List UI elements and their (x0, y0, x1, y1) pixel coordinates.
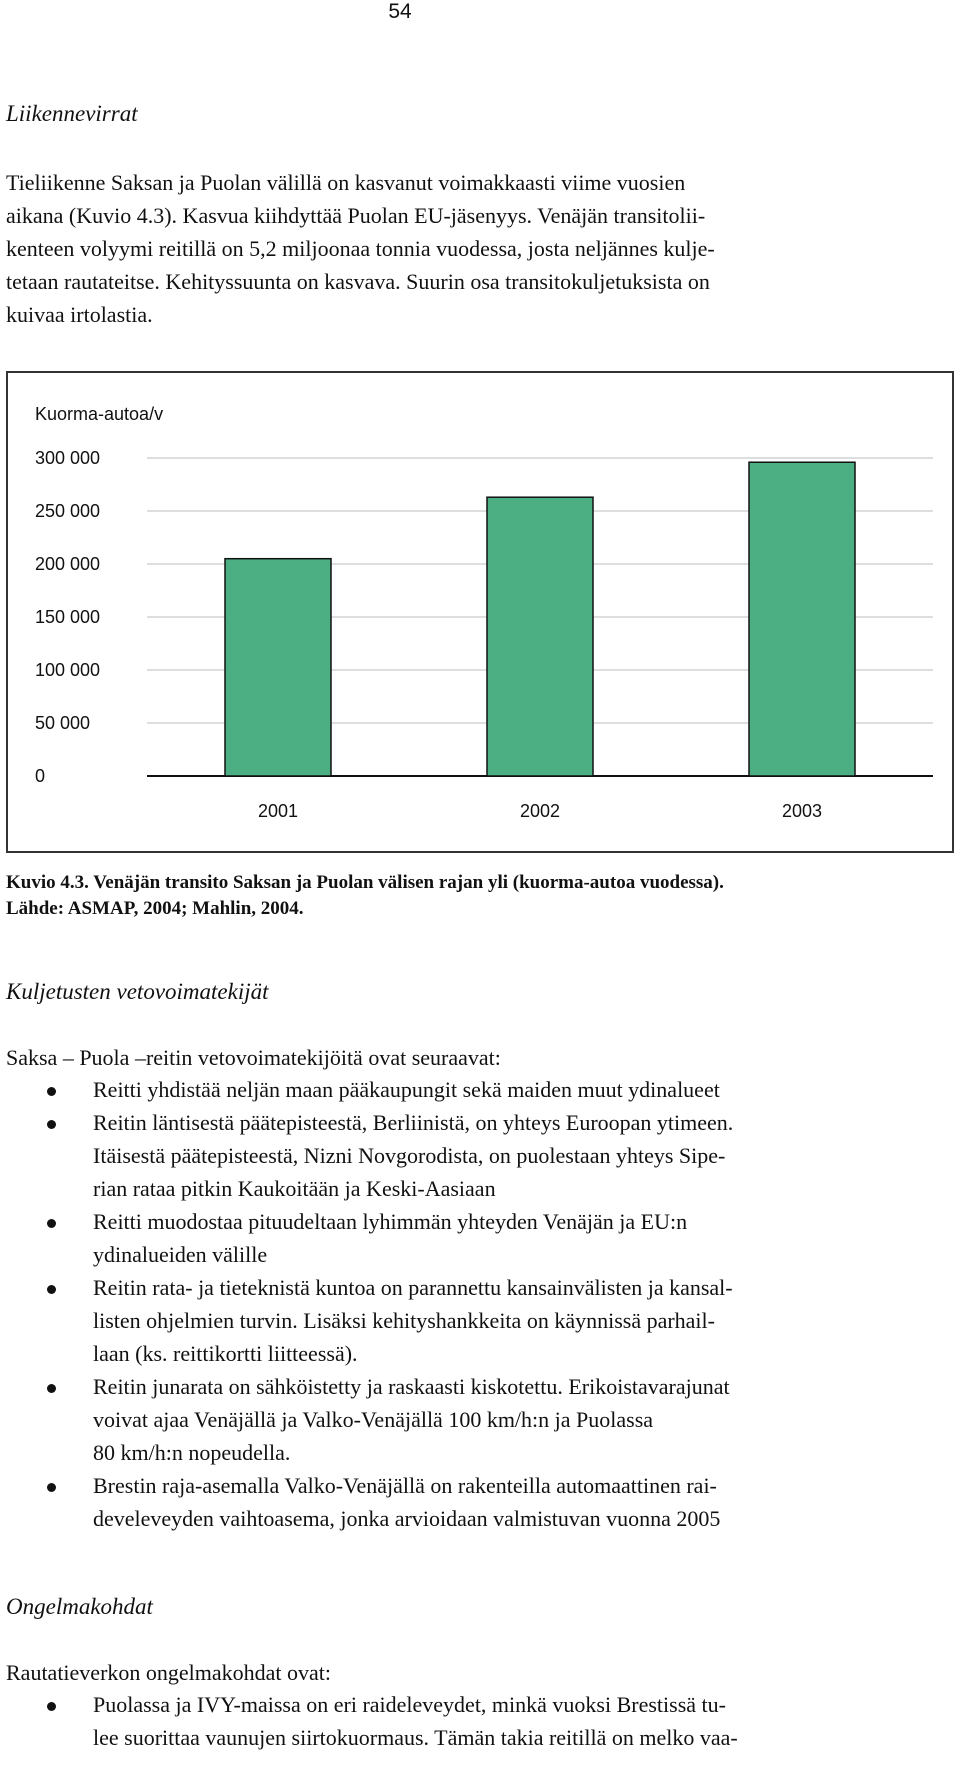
paragraph-line: tetaan rautateitse. Kehityssuunta on kasvava. Suurin osa transitokuljetuksista on (6, 269, 710, 294)
paragraph-line: aikana (Kuvio 4.3). Kasvua kiihdyttää Puolan EU-jäsenyys. Venäjän transitolii- (6, 203, 706, 228)
y-axis-label: Kuorma-autoa/v (35, 404, 164, 424)
figure-caption (6, 870, 724, 922)
list-item-line: laan (ks. reittikortti liitteessä). (93, 1341, 358, 1366)
paragraph-liikennevirrat (6, 166, 946, 331)
list-item-line: Reitin junarata on sähköistetty ja raskaasti kiskotettu. Erikoistavarajunat (93, 1374, 730, 1399)
intro-ongelmakohdat (6, 1656, 946, 1689)
bar (749, 462, 855, 776)
list-item-line: ydinalueiden välille (93, 1242, 268, 1267)
list-item-line: 80 km/h:n nopeudella. (93, 1440, 291, 1465)
list-item-line: rian rataa pitkin Kaukoitään ja Keski-Aasiaan (93, 1176, 496, 1201)
y-tick-label: 200 000 (35, 554, 101, 574)
bullet-icon (47, 1087, 56, 1096)
caption-line-2: Lähde: ASMAP, 2004; Mahlin, 2004. (6, 898, 304, 919)
x-tick-label: 2002 (519, 801, 561, 821)
list-item-line: develeveyden vaihtoasema, jonka arvioidaan valmistuvan vuonna 2005 (93, 1506, 721, 1531)
list-item-line: voivat ajaa Venäjällä ja Valko-Venäjällä 100 km/h:n ja Puolassa (93, 1407, 654, 1432)
list-item-line: lee suorittaa vaunujen siirtokuormaus. Tämän takia reitillä on melko vaa- (93, 1725, 738, 1750)
section-heading-vetovoimatekijat: Kuljetusten vetovoimatekijät (6, 979, 269, 1004)
x-tick-label: 2003 (781, 801, 823, 821)
y-tick-label: 50 000 (35, 713, 91, 733)
chart-svg (8, 373, 952, 851)
page-number: 54 (388, 0, 412, 23)
list-item-line: Reitti muodostaa pituudeltaan lyhimmän yhteyden Venäjän ja EU:n (93, 1209, 688, 1234)
list-item (0, 1688, 738, 1754)
caption-line-1: Kuvio 4.3. Venäjän transito Saksan ja Puolan välisen rajan yli (kuorma-autoa vuodessa). (6, 872, 724, 893)
list-item (0, 1271, 733, 1370)
list-item-line: Puolassa ja IVY-maissa on eri raideleveydet, minkä vuoksi Brestissä tu- (93, 1692, 726, 1717)
list-item (0, 1073, 733, 1106)
x-tick-label: 2001 (257, 801, 299, 821)
y-tick-label: 0 (35, 766, 46, 786)
bullet-list-vetovoimatekijat (0, 1073, 733, 1535)
bar (225, 559, 331, 776)
bullet-icon (47, 1384, 56, 1393)
list-item-line: Reitti yhdistää neljän maan pääkaupungit sekä maiden muut ydinalueet (93, 1077, 720, 1102)
intro-vetovoimatekijat (6, 1041, 946, 1074)
section-heading-liikennevirrat: Liikennevirrat (6, 101, 138, 126)
bullet-icon (47, 1702, 56, 1711)
bullet-icon (47, 1120, 56, 1129)
bullet-icon (47, 1219, 56, 1228)
intro-text: Rautatieverkon ongelmakohdat ovat: (6, 1660, 332, 1685)
list-item (0, 1106, 733, 1205)
bullet-list-ongelmakohdat (0, 1688, 738, 1754)
y-tick-label: 150 000 (35, 607, 101, 627)
list-item-line: listen ohjelmien turvin. Lisäksi kehityshankkeita on käynnissä parhail- (93, 1308, 715, 1333)
list-item (0, 1469, 733, 1535)
list-item (0, 1205, 733, 1271)
bullet-icon (47, 1483, 56, 1492)
bar-chart (6, 371, 954, 853)
y-tick-label: 250 000 (35, 501, 101, 521)
bar (487, 497, 593, 776)
y-tick-label: 300 000 (35, 448, 101, 468)
bullet-icon (47, 1285, 56, 1294)
list-item-line: Reitin läntisestä päätepisteestä, Berliinistä, on yhteys Euroopan ytimeen. (93, 1110, 734, 1135)
list-item-line: Reitin rata- ja tieteknistä kuntoa on parannettu kansainvälisten ja kansal- (93, 1275, 733, 1300)
list-item-line: Itäisestä päätepisteestä, Nizni Novgorodista, on puolestaan yhteys Sipe- (93, 1143, 726, 1168)
y-tick-label: 100 000 (35, 660, 101, 680)
paragraph-line: kuivaa irtolastia. (6, 302, 153, 327)
list-item-line: Brestin raja-asemalla Valko-Venäjällä on rakenteilla automaattinen rai- (93, 1473, 717, 1498)
intro-text: Saksa – Puola –reitin vetovoimatekijöitä ovat seuraavat: (6, 1045, 501, 1070)
paragraph-line: Tieliikenne Saksan ja Puolan välillä on kasvanut voimakkaasti viime vuosien (6, 170, 686, 195)
list-item (0, 1370, 733, 1469)
section-heading-ongelmakohdat: Ongelmakohdat (6, 1594, 153, 1619)
paragraph-line: kenteen volyymi reitillä on 5,2 miljoonaa tonnia vuodessa, josta neljännes kulje- (6, 236, 715, 261)
